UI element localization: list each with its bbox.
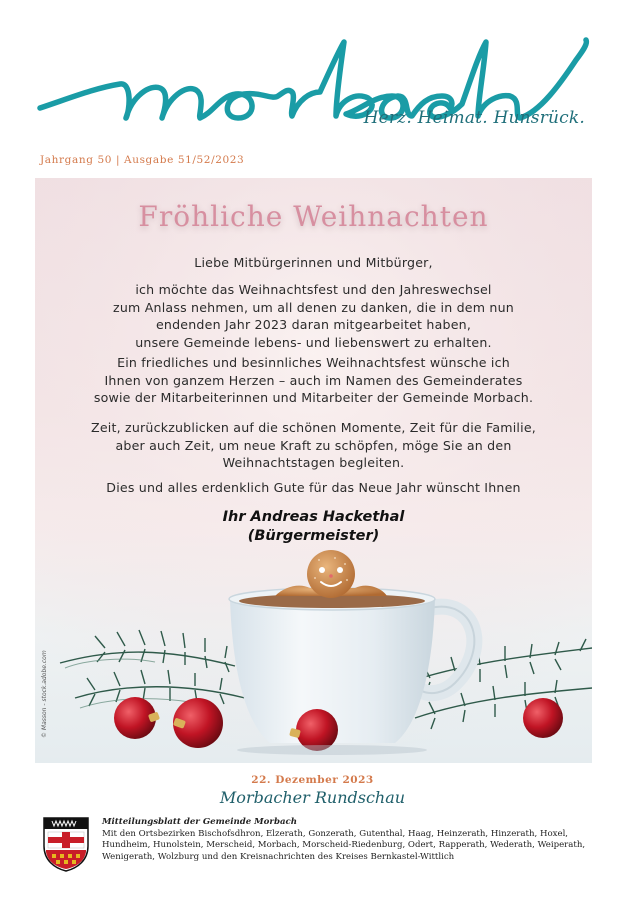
letter-paragraph-1: ich möchte das Weihnachtsfest und den Jahreswechsel zum Anlass nehmen, um all denen zu danken, die in dem nun endenden Jahr 2023 daran mitgearbeitet haben, unsere Gemeinde lebens- und liebenswert zu erhalten. xyxy=(113,282,514,350)
issue-line: Jahrgang 50 | Ausgabe 51/52/2023 xyxy=(40,154,245,166)
christmas-greeting-card xyxy=(35,178,592,763)
photo-credit: © Masson - stock.adobe.com xyxy=(41,650,48,738)
publication-name: Morbacher Rundschau xyxy=(219,788,406,807)
publication-info xyxy=(102,817,602,863)
letter-paragraph-2: Ein friedliches und besinnliches Weihnachtsfest wünsche ich Ihnen von ganzem Herzen – auch im Namen des Gemeinderates sowie der Mitarbeiterinnen und Mitarbeiter der Gemeinde Morbach. xyxy=(93,355,534,405)
masthead xyxy=(0,0,625,150)
signature-name: Ihr Andreas Hackethal xyxy=(222,509,405,525)
salutation: Liebe Mitbürgerinnen und Mitbürger, xyxy=(194,255,433,270)
signature-role: (Bürgermeister) xyxy=(247,528,380,544)
coat-of-arms-icon xyxy=(42,816,90,872)
letter-paragraph-4: Dies und alles erdenklich Gute für das Neue Jahr wünscht Ihnen xyxy=(106,480,521,495)
info-text: Mit den Ortsbezirken Bischofsdhron, Elzerath, Gonzerath, Gutenthal, Haag, Heinzerath, Hinzerath, Hoxel, Hundheim, Hunolstein, Merscheid, Morbach, Morscheid-Riedenburg, Odert, Rapperath, Wederath, Weiperath, Wenigerath, Wolzburg und den Kreisnachrichten des Kreises Bernkastel-Wittlich xyxy=(102,828,586,862)
letter-paragraph-3: Zeit, zurückzublicken auf die schönen Momente, Zeit für die Familie, aber auch Zeit, um neue Kraft zu schöpfen, möge Sie an den Weihnachtstagen begleiten. xyxy=(91,420,536,470)
info-title: Mitteilungsblatt der Gemeinde Morbach xyxy=(102,817,298,827)
greeting-title: Fröhliche Weihnachten xyxy=(138,200,489,233)
tagline: Herz. Heimat. Hunsrück. xyxy=(363,108,585,128)
issue-date: 22. Dezember 2023 xyxy=(251,774,374,786)
